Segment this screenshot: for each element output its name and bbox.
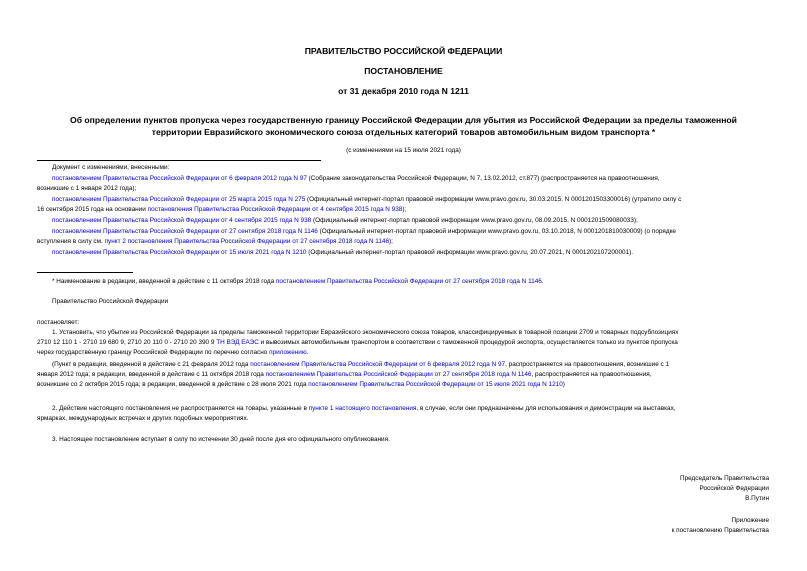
revision-link-3[interactable]: постановлением Правительства Российской Федерации от 15 июля 2021 года N 1210 [308, 381, 563, 388]
revision-line-2: января 2012 года; в редакции, введенной в действие с 11 октября 2018 года постановлением Правительства Российской Федерации от 27 сентября 2018 года N 1146, распространяется на правоотношения, [37, 371, 652, 378]
change-link-5[interactable]: постановлением Правительства Российской Федерации от 15 июля 2021 года N 1210 [52, 249, 307, 256]
change-link-4[interactable]: постановлением Правительства Российской Федерации от 27 сентября 2018 года N 1146 [52, 228, 318, 235]
tn-ved-link[interactable]: ТН ВЭД ЕАЭС [216, 339, 259, 346]
appendix-link[interactable]: приложению [269, 349, 307, 356]
document-date: от 31 декабря 2010 года N 1211 [338, 86, 469, 96]
change-item-3: постановлением Правительства Российской Федерации от 4 сентября 2015 года N 938 (Официальный интернет-портал правовой информации www.pravo.gov.ru, 08.09.2015, N 0001201509080033); [52, 217, 638, 224]
divider-top [37, 160, 321, 161]
paragraph-1-line-2: 2710 12 110 1 - 2710 19 680 9, 2710 20 110 0 - 2710 20 390 9 ТН ВЭД ЕАЭС и вывозимых автомобильным транспортом в соответствии с таможенной процедурой экспорта, осуществляется только из пунктов пропуска [37, 339, 678, 346]
change-link-2b[interactable]: постановления Правительства Российской Федерации от 4 сентября 2015 года N 938 [147, 206, 403, 213]
revision-link-2[interactable]: постановлением Правительства Российской Федерации от 27 сентября 2018 года N 1146 [265, 371, 532, 378]
change-link-2[interactable]: постановлением Правительства Российской Федерации от 25 марта 2015 года N 275 [52, 196, 306, 203]
revision-note: (с изменениями на 15 июля 2021 года) [346, 147, 461, 154]
government-name: Правительство Российской Федерации [52, 298, 169, 305]
changes-intro: Документ с изменениями, внесенными: [52, 164, 170, 171]
divider-footnote [37, 272, 133, 273]
title-line-1: Об определении пунктов пропуска через государственную границу Российской Федерации для убытия из Российской Федерации за пределы таможенной [70, 115, 737, 125]
footnote: * Наименование в редакции, введенной в действие с 11 октября 2018 года постановлением Правительства Российской Федерации от 27 сентября 2018 года N 1146. [52, 278, 544, 285]
change-link-4b[interactable]: пункт 2 постановления Правительства Российской Федерации от 27 сентября 2018 года N 1146 [104, 238, 390, 245]
revision-link-1[interactable]: постановлением Правительства Российской Федерации от 6 февраля 2012 года N 97 [250, 361, 506, 368]
paragraph-1-line-3: через государственную границу Российской Федерации по перечню согласно приложению. [37, 349, 309, 356]
signature-name: В.Путин [745, 495, 769, 502]
paragraph-3: 3. Настоящее постановление вступает в силу по истечении 30 дней после дня его официального опубликования. [52, 436, 390, 443]
document-type: ПОСТАНОВЛЕНИЕ [364, 66, 443, 76]
change-item-2-cont: 16 сентября 2015 года на основании постановления Правительства Российской Федерации от 4 сентября 2015 года N 938); [37, 206, 407, 213]
signature-role-2: Российской Федерации [699, 485, 769, 492]
change-item-4: постановлением Правительства Российской Федерации от 27 сентября 2018 года N 1146 (Официальный интернет-портал правовой информации www.pravo.gov.ru, 03.10.2018, N 0001201810030009) (о порядке [52, 228, 676, 235]
signature-role-1: Председатель Правительства [680, 475, 769, 482]
resolves-label: постановляет: [37, 319, 80, 326]
change-item-1: постановлением Правительства Российской Федерации от 6 февраля 2012 года N 97 (Собрание законодательства Российской Федерации, N 7, 13.02.2012, ст.877) (распространяется на правоотношения, [52, 175, 660, 182]
revision-line-1: (Пункт в редакции, введенной в действие с 21 февраля 2012 года постановлением Правительства Российской Федерации от 6 февраля 2012 года N 97, распространяется на правоотношения, возникшие с 1 [52, 361, 670, 368]
paragraph-1-line-1: 1. Установить, что убытие из Российской Федерации за пределы таможенной территории Евразийского экономического союза товаров, классифицируемых в товарной позиции 2709 и товарных подсубпозициях [52, 329, 679, 336]
revision-line-3: возникшие со 2 октября 2015 года; в редакции, введенной в действие с 28 июля 2021 года постановлением Правительства Российской Федерации от 15 июля 2021 года N 1210) [37, 381, 565, 388]
title-line-2: территории Евразийского экономического союза отдельных категорий товаров автомобильным видом транспорта * [151, 127, 656, 137]
change-item-5: постановлением Правительства Российской Федерации от 15 июля 2021 года N 1210 (Официальный интернет-портал правовой информации www.pravo.gov.ru, 20.07.2021, N 0001202107200001). [52, 249, 634, 256]
paragraph-2-line-1: 2. Действие настоящего постановления не распространяется на товары, указанные в пункте 1 настоящего постановления, в случае, если они предназначены для использования и демонстрации на выставках, [52, 405, 676, 412]
appendix-label: Приложение [731, 517, 769, 524]
issuer-heading: ПРАВИТЕЛЬСТВО РОССИЙСКОЙ ФЕДЕРАЦИИ [304, 46, 503, 56]
change-link-1[interactable]: постановлением Правительства Российской Федерации от 6 февраля 2012 года N 97 [52, 175, 307, 182]
change-link-3[interactable]: постановлением Правительства Российской Федерации от 4 сентября 2015 года N 938 [52, 217, 312, 224]
change-item-2: постановлением Правительства Российской Федерации от 25 марта 2015 года N 275 (Официальный интернет-портал правовой информации www.pravo.gov.ru, 30.03.2015, N 0001201503300016) (утратило силу с [52, 196, 682, 203]
paragraph-2-line-2: ярмарках, международных встречах и других подобных мероприятиях. [37, 415, 249, 422]
paragraph-1-ref-link[interactable]: пункте 1 настоящего постановления [308, 405, 417, 412]
change-item-4-cont: вступления в силу см. пункт 2 постановления Правительства Российской Федерации от 27 сентября 2018 года N 1146); [37, 238, 393, 245]
change-item-1-cont: возникшие с 1 января 2012 года); [37, 185, 137, 192]
footnote-link[interactable]: постановлением Правительства Российской Федерации от 27 сентября 2018 года N 1146 [275, 278, 542, 285]
appendix-ref: к постановлению Правительства [671, 527, 769, 534]
